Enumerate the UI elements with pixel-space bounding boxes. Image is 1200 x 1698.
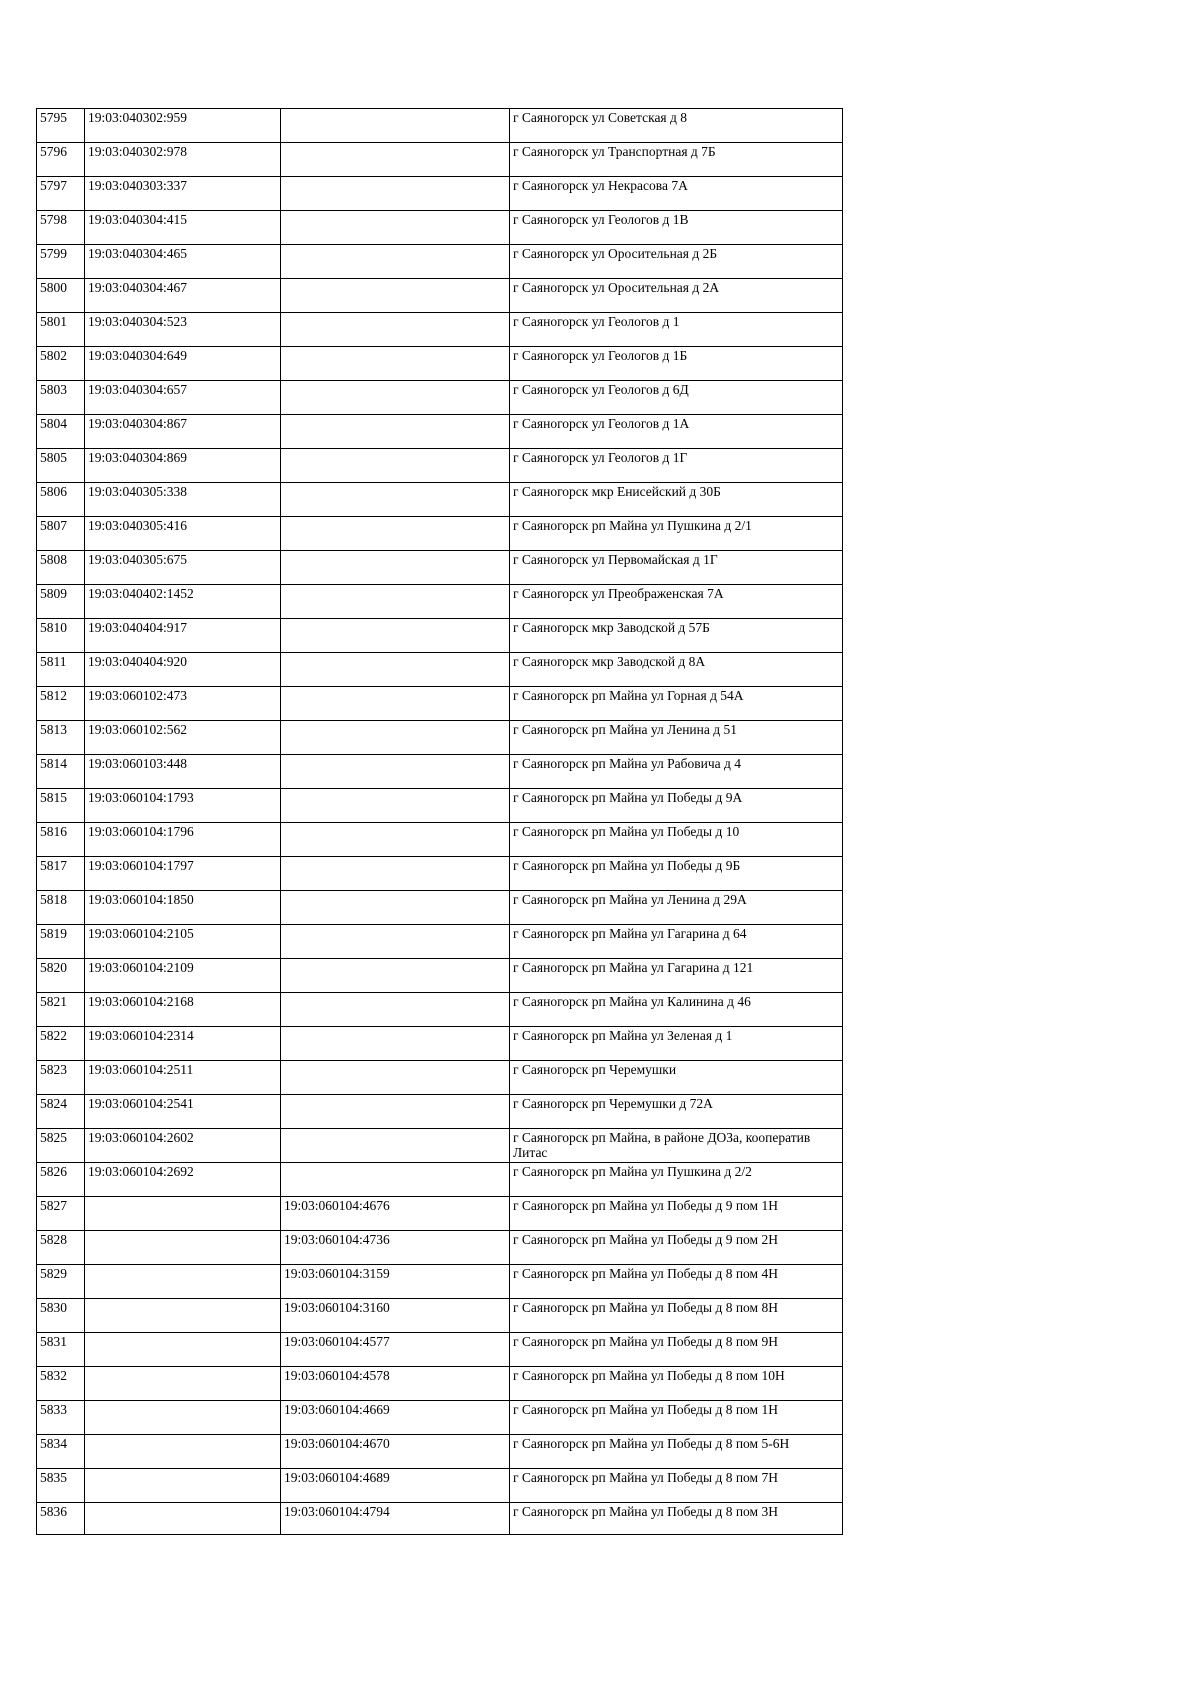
address-cell: г Саяногорск рп Майна ул Гагарина д 121 xyxy=(510,959,843,993)
table-row xyxy=(37,653,843,687)
address-cell: г Саяногорск ул Геологов д 1В xyxy=(510,211,843,245)
premises-cadastral-number-cell xyxy=(281,721,510,755)
row-number-cell: 5834 xyxy=(37,1435,85,1469)
address-cell: г Саяногорск ул Геологов д 1Г xyxy=(510,449,843,483)
row-number-cell: 5818 xyxy=(37,891,85,925)
row-number-cell: 5820 xyxy=(37,959,85,993)
table-row xyxy=(37,415,843,449)
table-row xyxy=(37,823,843,857)
land-cadastral-number-cell xyxy=(85,1299,281,1333)
land-cadastral-number-cell xyxy=(85,1333,281,1367)
row-number-cell: 5833 xyxy=(37,1401,85,1435)
address-cell: г Саяногорск ул Геологов д 1 xyxy=(510,313,843,347)
row-number-cell: 5809 xyxy=(37,585,85,619)
row-number-cell: 5815 xyxy=(37,789,85,823)
address-cell: г Саяногорск рп Майна ул Победы д 10 xyxy=(510,823,843,857)
land-cadastral-number-cell: 19:03:060104:2314 xyxy=(85,1027,281,1061)
address-cell: г Саяногорск рп Майна, в районе ДОЗа, кооператив Литас xyxy=(510,1129,843,1163)
premises-cadastral-number-cell xyxy=(281,1163,510,1197)
table-row xyxy=(37,619,843,653)
table-row xyxy=(37,687,843,721)
premises-cadastral-number-cell xyxy=(281,585,510,619)
address-cell: г Саяногорск ул Геологов д 6Д xyxy=(510,381,843,415)
table-row xyxy=(37,551,843,585)
land-cadastral-number-cell: 19:03:060104:1850 xyxy=(85,891,281,925)
address-cell: г Саяногорск рп Черемушки д 72А xyxy=(510,1095,843,1129)
address-cell: г Саяногорск мкр Заводской д 57Б xyxy=(510,619,843,653)
row-number-cell: 5825 xyxy=(37,1129,85,1163)
address-cell: г Саяногорск ул Оросительная д 2Б xyxy=(510,245,843,279)
row-number-cell: 5828 xyxy=(37,1231,85,1265)
premises-cadastral-number-cell xyxy=(281,313,510,347)
row-number-cell: 5817 xyxy=(37,857,85,891)
land-cadastral-number-cell xyxy=(85,1503,281,1535)
premises-cadastral-number-cell xyxy=(281,789,510,823)
table-row xyxy=(37,347,843,381)
address-cell: г Саяногорск ул Транспортная д 7Б xyxy=(510,143,843,177)
address-cell: г Саяногорск рп Майна ул Калинина д 46 xyxy=(510,993,843,1027)
land-cadastral-number-cell: 19:03:060104:1796 xyxy=(85,823,281,857)
table-row xyxy=(37,789,843,823)
premises-cadastral-number-cell xyxy=(281,177,510,211)
address-cell: г Саяногорск рп Майна ул Победы д 8 пом 7Н xyxy=(510,1469,843,1503)
row-number-cell: 5814 xyxy=(37,755,85,789)
row-number-cell: 5797 xyxy=(37,177,85,211)
premises-cadastral-number-cell xyxy=(281,449,510,483)
table-row xyxy=(37,381,843,415)
land-cadastral-number-cell: 19:03:040304:467 xyxy=(85,279,281,313)
premises-cadastral-number-cell xyxy=(281,1027,510,1061)
address-cell: г Саяногорск рп Майна ул Победы д 9 пом 2Н xyxy=(510,1231,843,1265)
premises-cadastral-number-cell xyxy=(281,415,510,449)
land-cadastral-number-cell: 19:03:040302:959 xyxy=(85,109,281,143)
address-cell: г Саяногорск рп Майна ул Победы д 8 пом 8Н xyxy=(510,1299,843,1333)
address-cell: г Саяногорск рп Майна ул Победы д 9 пом 1Н xyxy=(510,1197,843,1231)
row-number-cell: 5821 xyxy=(37,993,85,1027)
row-number-cell: 5801 xyxy=(37,313,85,347)
address-cell: г Саяногорск ул Оросительная д 2А xyxy=(510,279,843,313)
table-row xyxy=(37,891,843,925)
land-cadastral-number-cell: 19:03:040404:920 xyxy=(85,653,281,687)
premises-cadastral-number-cell xyxy=(281,619,510,653)
premises-cadastral-number-cell: 19:03:060104:4794 xyxy=(281,1503,510,1535)
address-cell: г Саяногорск рп Майна ул Победы д 9А xyxy=(510,789,843,823)
premises-cadastral-number-cell xyxy=(281,823,510,857)
premises-cadastral-number-cell: 19:03:060104:3159 xyxy=(281,1265,510,1299)
address-cell: г Саяногорск мкр Заводской д 8А xyxy=(510,653,843,687)
row-number-cell: 5826 xyxy=(37,1163,85,1197)
table-row xyxy=(37,313,843,347)
premises-cadastral-number-cell xyxy=(281,347,510,381)
address-cell: г Саяногорск ул Некрасова 7А xyxy=(510,177,843,211)
premises-cadastral-number-cell xyxy=(281,1061,510,1095)
land-cadastral-number-cell: 19:03:040304:657 xyxy=(85,381,281,415)
premises-cadastral-number-cell xyxy=(281,755,510,789)
table-row xyxy=(37,721,843,755)
land-cadastral-number-cell: 19:03:060103:448 xyxy=(85,755,281,789)
address-cell: г Саяногорск рп Черемушки xyxy=(510,1061,843,1095)
row-number-cell: 5823 xyxy=(37,1061,85,1095)
table-row xyxy=(37,1401,843,1435)
table-row xyxy=(37,993,843,1027)
table-row xyxy=(37,1435,843,1469)
premises-cadastral-number-cell xyxy=(281,551,510,585)
land-cadastral-number-cell: 19:03:040305:416 xyxy=(85,517,281,551)
table-row xyxy=(37,245,843,279)
land-cadastral-number-cell: 19:03:060104:2168 xyxy=(85,993,281,1027)
land-cadastral-number-cell: 19:03:040302:978 xyxy=(85,143,281,177)
table-row xyxy=(37,1197,843,1231)
land-cadastral-number-cell: 19:03:060102:473 xyxy=(85,687,281,721)
address-cell: г Саяногорск рп Майна ул Победы д 8 пом 9Н xyxy=(510,1333,843,1367)
land-cadastral-number-cell xyxy=(85,1367,281,1401)
land-cadastral-number-cell xyxy=(85,1265,281,1299)
address-cell: г Саяногорск рп Майна ул Гагарина д 64 xyxy=(510,925,843,959)
address-cell: г Саяногорск рп Майна ул Горная д 54А xyxy=(510,687,843,721)
table-row xyxy=(37,1333,843,1367)
land-cadastral-number-cell xyxy=(85,1469,281,1503)
row-number-cell: 5819 xyxy=(37,925,85,959)
register-body xyxy=(37,109,843,1535)
premises-cadastral-number-cell: 19:03:060104:4578 xyxy=(281,1367,510,1401)
address-cell: г Саяногорск рп Майна ул Ленина д 29А xyxy=(510,891,843,925)
land-cadastral-number-cell xyxy=(85,1401,281,1435)
land-cadastral-number-cell: 19:03:060102:562 xyxy=(85,721,281,755)
premises-cadastral-number-cell xyxy=(281,517,510,551)
premises-cadastral-number-cell xyxy=(281,925,510,959)
address-cell: г Саяногорск ул Геологов д 1А xyxy=(510,415,843,449)
table-row xyxy=(37,1265,843,1299)
table-row xyxy=(37,1163,843,1197)
premises-cadastral-number-cell xyxy=(281,857,510,891)
row-number-cell: 5816 xyxy=(37,823,85,857)
table-row xyxy=(37,585,843,619)
row-number-cell: 5807 xyxy=(37,517,85,551)
row-number-cell: 5827 xyxy=(37,1197,85,1231)
land-cadastral-number-cell: 19:03:040304:465 xyxy=(85,245,281,279)
row-number-cell: 5806 xyxy=(37,483,85,517)
land-cadastral-number-cell xyxy=(85,1197,281,1231)
table-row xyxy=(37,959,843,993)
premises-cadastral-number-cell: 19:03:060104:4736 xyxy=(281,1231,510,1265)
table-row xyxy=(37,517,843,551)
row-number-cell: 5800 xyxy=(37,279,85,313)
table-row xyxy=(37,1061,843,1095)
table-row xyxy=(37,857,843,891)
land-cadastral-number-cell: 19:03:060104:1797 xyxy=(85,857,281,891)
row-number-cell: 5822 xyxy=(37,1027,85,1061)
premises-cadastral-number-cell: 19:03:060104:3160 xyxy=(281,1299,510,1333)
address-cell: г Саяногорск рп Майна ул Победы д 9Б xyxy=(510,857,843,891)
table-row xyxy=(37,1129,843,1163)
table-row xyxy=(37,1367,843,1401)
premises-cadastral-number-cell xyxy=(281,1129,510,1163)
address-cell: г Саяногорск рп Майна ул Ленина д 51 xyxy=(510,721,843,755)
land-cadastral-number-cell: 19:03:040305:675 xyxy=(85,551,281,585)
land-cadastral-number-cell: 19:03:060104:2511 xyxy=(85,1061,281,1095)
premises-cadastral-number-cell: 19:03:060104:4676 xyxy=(281,1197,510,1231)
premises-cadastral-number-cell xyxy=(281,211,510,245)
address-cell: г Саяногорск ул Советская д 8 xyxy=(510,109,843,143)
land-cadastral-number-cell: 19:03:040304:523 xyxy=(85,313,281,347)
row-number-cell: 5835 xyxy=(37,1469,85,1503)
row-number-cell: 5811 xyxy=(37,653,85,687)
land-cadastral-number-cell: 19:03:060104:2602 xyxy=(85,1129,281,1163)
premises-cadastral-number-cell: 19:03:060104:4670 xyxy=(281,1435,510,1469)
land-cadastral-number-cell xyxy=(85,1231,281,1265)
land-cadastral-number-cell: 19:03:060104:2109 xyxy=(85,959,281,993)
row-number-cell: 5802 xyxy=(37,347,85,381)
address-cell: г Саяногорск рп Майна ул Пушкина д 2/1 xyxy=(510,517,843,551)
row-number-cell: 5798 xyxy=(37,211,85,245)
premises-cadastral-number-cell xyxy=(281,1095,510,1129)
row-number-cell: 5799 xyxy=(37,245,85,279)
land-cadastral-number-cell: 19:03:040304:649 xyxy=(85,347,281,381)
premises-cadastral-number-cell xyxy=(281,279,510,313)
table-row xyxy=(37,483,843,517)
row-number-cell: 5832 xyxy=(37,1367,85,1401)
address-cell: г Саяногорск мкр Енисейский д 30Б xyxy=(510,483,843,517)
address-cell: г Саяногорск ул Преображенская 7А xyxy=(510,585,843,619)
row-number-cell: 5808 xyxy=(37,551,85,585)
table-row xyxy=(37,1095,843,1129)
land-cadastral-number-cell: 19:03:040404:917 xyxy=(85,619,281,653)
address-cell: г Саяногорск рп Майна ул Пушкина д 2/2 xyxy=(510,1163,843,1197)
row-number-cell: 5824 xyxy=(37,1095,85,1129)
premises-cadastral-number-cell xyxy=(281,381,510,415)
table-row xyxy=(37,1231,843,1265)
cadastral-register-table xyxy=(36,108,843,1535)
premises-cadastral-number-cell xyxy=(281,143,510,177)
land-cadastral-number-cell: 19:03:060104:1793 xyxy=(85,789,281,823)
table-row xyxy=(37,1027,843,1061)
table-row xyxy=(37,211,843,245)
address-cell: г Саяногорск рп Майна ул Рабовича д 4 xyxy=(510,755,843,789)
land-cadastral-number-cell: 19:03:060104:2105 xyxy=(85,925,281,959)
table-row xyxy=(37,1299,843,1333)
land-cadastral-number-cell: 19:03:040304:869 xyxy=(85,449,281,483)
table-row xyxy=(37,279,843,313)
address-cell: г Саяногорск рп Майна ул Победы д 8 пом 5-6Н xyxy=(510,1435,843,1469)
premises-cadastral-number-cell xyxy=(281,959,510,993)
address-cell: г Саяногорск рп Майна ул Победы д 8 пом 1Н xyxy=(510,1401,843,1435)
land-cadastral-number-cell: 19:03:040402:1452 xyxy=(85,585,281,619)
premises-cadastral-number-cell: 19:03:060104:4669 xyxy=(281,1401,510,1435)
row-number-cell: 5804 xyxy=(37,415,85,449)
premises-cadastral-number-cell xyxy=(281,653,510,687)
land-cadastral-number-cell: 19:03:040304:867 xyxy=(85,415,281,449)
address-cell: г Саяногорск рп Майна ул Победы д 8 пом 4Н xyxy=(510,1265,843,1299)
address-cell: г Саяногорск ул Первомайская д 1Г xyxy=(510,551,843,585)
table-row xyxy=(37,1503,843,1535)
address-cell: г Саяногорск ул Геологов д 1Б xyxy=(510,347,843,381)
land-cadastral-number-cell: 19:03:040303:337 xyxy=(85,177,281,211)
land-cadastral-number-cell: 19:03:040305:338 xyxy=(85,483,281,517)
address-cell: г Саяногорск рп Майна ул Зеленая д 1 xyxy=(510,1027,843,1061)
land-cadastral-number-cell: 19:03:060104:2692 xyxy=(85,1163,281,1197)
table-row xyxy=(37,177,843,211)
row-number-cell: 5803 xyxy=(37,381,85,415)
premises-cadastral-number-cell: 19:03:060104:4689 xyxy=(281,1469,510,1503)
row-number-cell: 5830 xyxy=(37,1299,85,1333)
address-cell: г Саяногорск рп Майна ул Победы д 8 пом 3Н xyxy=(510,1503,843,1535)
row-number-cell: 5795 xyxy=(37,109,85,143)
table-row xyxy=(37,109,843,143)
table-row xyxy=(37,755,843,789)
row-number-cell: 5829 xyxy=(37,1265,85,1299)
row-number-cell: 5831 xyxy=(37,1333,85,1367)
table-row xyxy=(37,143,843,177)
row-number-cell: 5805 xyxy=(37,449,85,483)
row-number-cell: 5813 xyxy=(37,721,85,755)
premises-cadastral-number-cell xyxy=(281,993,510,1027)
row-number-cell: 5812 xyxy=(37,687,85,721)
row-number-cell: 5810 xyxy=(37,619,85,653)
row-number-cell: 5796 xyxy=(37,143,85,177)
premises-cadastral-number-cell xyxy=(281,891,510,925)
table-row xyxy=(37,1469,843,1503)
premises-cadastral-number-cell: 19:03:060104:4577 xyxy=(281,1333,510,1367)
premises-cadastral-number-cell xyxy=(281,483,510,517)
land-cadastral-number-cell: 19:03:040304:415 xyxy=(85,211,281,245)
land-cadastral-number-cell: 19:03:060104:2541 xyxy=(85,1095,281,1129)
table-row xyxy=(37,449,843,483)
premises-cadastral-number-cell xyxy=(281,109,510,143)
premises-cadastral-number-cell xyxy=(281,687,510,721)
premises-cadastral-number-cell xyxy=(281,245,510,279)
address-cell: г Саяногорск рп Майна ул Победы д 8 пом 10Н xyxy=(510,1367,843,1401)
land-cadastral-number-cell xyxy=(85,1435,281,1469)
row-number-cell: 5836 xyxy=(37,1503,85,1535)
table-row xyxy=(37,925,843,959)
